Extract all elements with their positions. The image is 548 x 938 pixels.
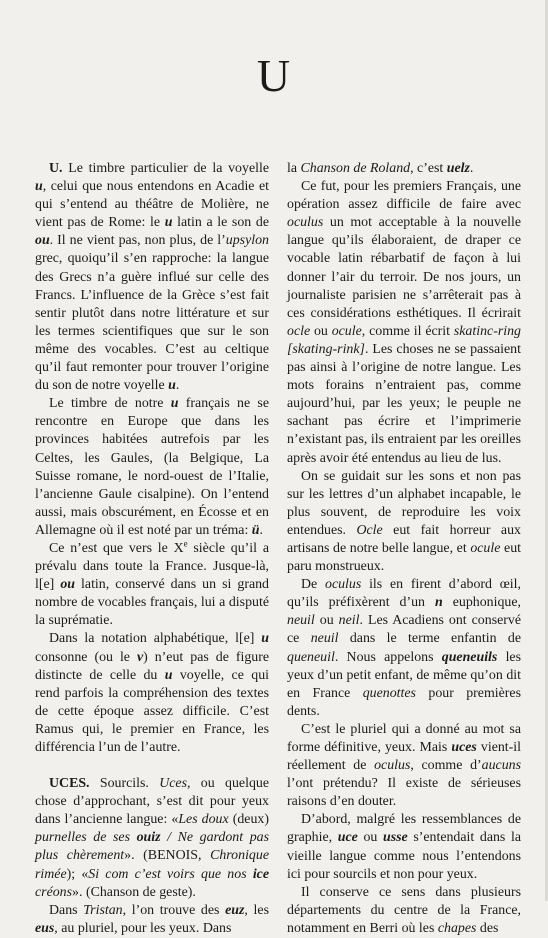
paragraph: la Chanson de Roland, c’est uelz. [287, 161, 474, 176]
paragraph: C’est le pluriel qui a donné au mot sa forme définitive, yeux. Mais uces vient-il réellement de oculus, comme d’aucuns l’ont prétendu? Il existe de sérieuses raisons d’en douter. [287, 721, 522, 810]
paragraph: Dans Tristan, l’on trouve des euz, les eus, au pluriel, pour les yeux. Dans [35, 902, 269, 936]
column-left [35, 160, 270, 936]
paragraph: On se guidait sur les sons et non pas sur les lettres d’un alphabet incapable, le plus souvent, de reproduire les voix entendues. Ocle eut fait horreur aux artisans de notre belle langue, et ocule eut paru monstrueux. [287, 468, 521, 575]
column-right [287, 160, 522, 936]
paragraph: D’abord, malgré les ressemblances de graphie, uce ou usse s’entendait dans la vieille langue comme nous l’entendons ici pour sourcils et non pour yeux. [287, 812, 521, 882]
paragraph: Ce n’est que vers le Xe siècle qu’il a prévalu dans toute la France. Jusque-là, l[e] ou latin, conservé dans un si grand nombre de vocables français, lui a disputé la suprématie. [35, 538, 270, 629]
paragraph: De oculus ils en firent d’abord œil, qu’ils préfixèrent d’un n euphonique, neuil ou neil. Les Acadiens ont conservé ce neuil dans le terme enfantin de queneuil. Nous appelons queneuils les yeux d’un petit enfant, de même qu’on dit en France quenottes pour premières dents. [287, 577, 522, 719]
paragraph: Dans la notation alphabétique, l[e] u consonne (ou le v) n’eut pas de figure distincte de celle du u voyelle, ce qui rend parfois la compréhension des textes de cette époque assez difficile. C’est Ramus qui, le premier en France, les différencia l’un de l’autre. [35, 631, 270, 755]
entry-uces: UCES. Sourcils. Uces, ou quelque chose d’approchant, s’est dit pour yeux dans l’ancienne langue: «Les doux (deux) purnelles de ses ouiz / Ne gardont pas plus chèrement». (BENOIS, Chronique rimée); «Si com c’est voirs que nos ice créons». (Chanson de geste). [35, 776, 270, 900]
paragraph: Ce fut, pour les premiers Français, une opération assez difficile de faire avec oculus un mot acceptable à la nouvelle langue qu’ils élaboraient, de draper ce vocable latin rébarbatif de façon à lui donner l’air du terroir. De nos jours, un journaliste parisien ne s’arrêterait pas à ces considérations esthétiques. Il écrirait ocle ou ocule, comme il écrit skatinc-ring [skating-rink]. Les choses ne se passaient pas ainsi à l’origine de notre langue. Les mots forains n’entraient pas, comme aujourd’hui, par les yeux; le peuple ne sachant pas écrire et l’imprimerie n’existant pas, ils entraient par les oreilles après avoir été entendus au lieu de lus. [287, 179, 521, 466]
paragraph: Il conserve ce sens dans plusieurs départements du centre de la France, notamment en Berri où les chapes des [287, 884, 521, 936]
entry-u: U. Le timbre particulier de la voyelle u, celui que nous entendons en Acadie et qui s’entend au théâtre de Molière, ne vient pas de Rome: le u latin a le son de ou. Il ne vient pas, non plus, de l’upsylon grec, quoiqu’il s’en rapproche: la langue des Grecs n’a guère influé sur celle des Francs. L’influence de la Grèce s’est fait sentir plutôt dans notre littérature et sur les termes scientifiques que sur le son même des vocables. C’est au celtique qu’il faut remonter pour trouver l’origine du son de notre voyelle u. [35, 161, 269, 394]
section-letter: U [256, 50, 292, 101]
paragraph: Le timbre de notre u français ne se rencontre en Europe que dans les provinces habitées autrefois par les Celtes, les Gaules, (la Belgique, La Suisse romane, le nord-ouest de l’Italie, l’ancienne Gaule cisalpine). On l’entend aussi, mais obscurément, en Écosse et en Allemagne où il est noté par un tréma: ü. [35, 396, 270, 538]
text-columns [35, 160, 522, 936]
